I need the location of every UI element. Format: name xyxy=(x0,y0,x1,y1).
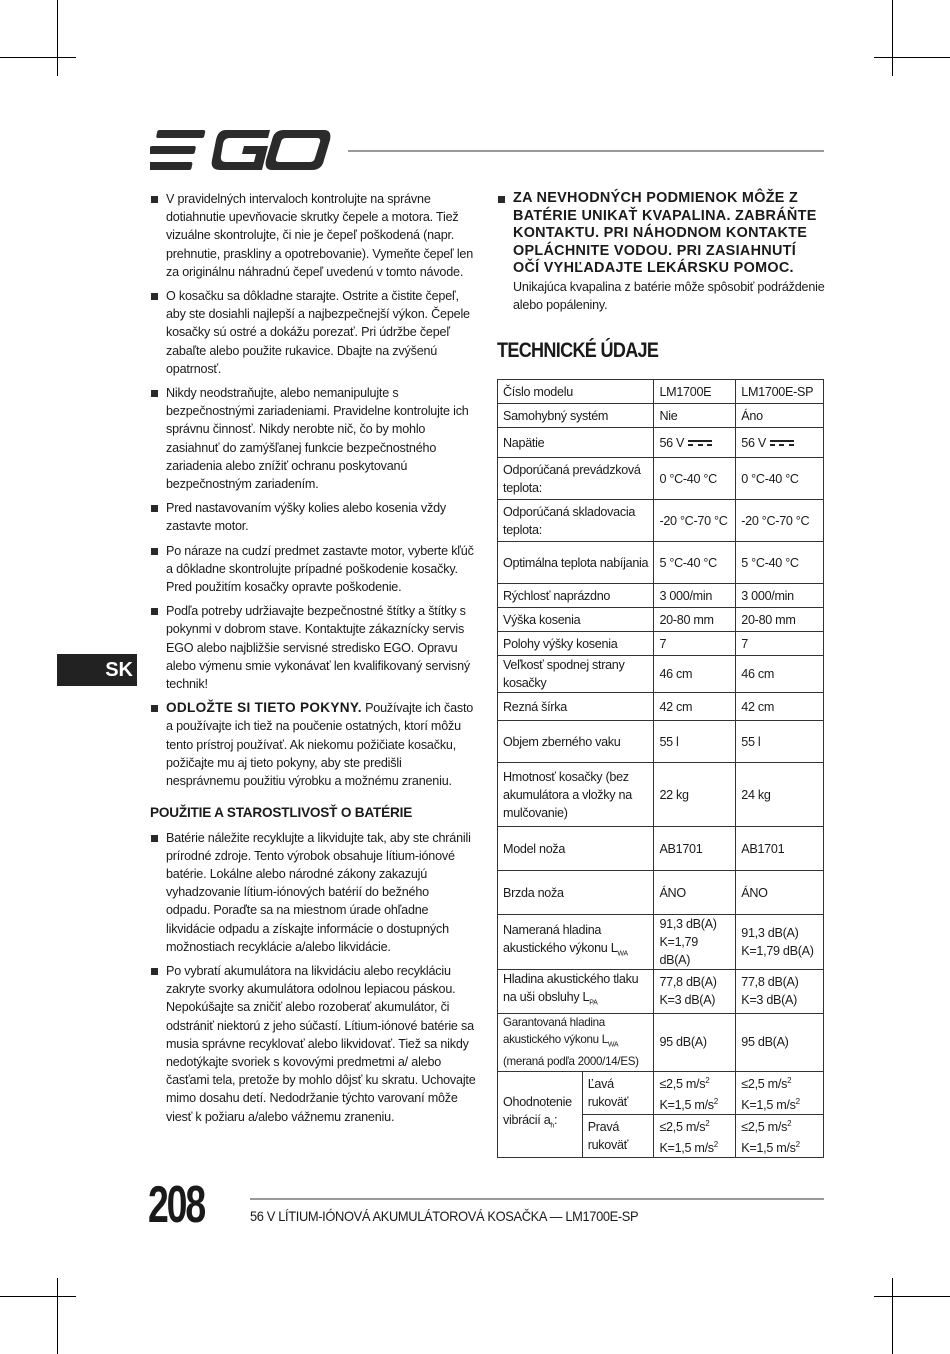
superscript: 2 xyxy=(795,1096,800,1106)
spec-label: Objem zberného vaku xyxy=(503,734,621,749)
spec-value: 0 °C-40 °C xyxy=(741,471,799,486)
table-cell xyxy=(654,915,736,970)
spec-value: LM1700E-SP xyxy=(741,384,814,399)
safety-list xyxy=(150,190,476,790)
spec-value: Nie xyxy=(659,408,678,423)
spec-value: AB1701 xyxy=(741,841,785,856)
list-item: Nikdy neodstraňujte, alebo nemanipulujte s bezpečnostnými zariadeniami. Pravidelne kontrolujte ich správnu činnosť. Nikdy nerobte nič, čo by mohlo zasiahnuť do zamýšľanej funkcie bezpečnostného zariadenia alebo znížiť ochranu poskytovanú bezpečnostným zariadením. xyxy=(150,384,476,493)
superscript: 2 xyxy=(705,1118,710,1128)
dc-symbol-icon xyxy=(770,440,794,446)
table-cell xyxy=(654,608,736,632)
spec-label: Rezná šírka xyxy=(503,699,567,714)
table-row xyxy=(498,500,824,542)
superscript: 2 xyxy=(713,1140,718,1150)
spec-value: 42 cm xyxy=(741,699,775,714)
table-cell xyxy=(498,632,654,656)
table-cell xyxy=(498,871,654,915)
table-cell xyxy=(654,542,736,584)
left-column xyxy=(150,190,476,1132)
crop-mark xyxy=(892,1278,893,1354)
table-cell xyxy=(498,915,654,970)
table-cell xyxy=(736,871,824,915)
spec-value: 77,8 dB(A) xyxy=(741,975,799,990)
subscript: h xyxy=(550,1122,554,1130)
cell-text: ≤2,5 m/s xyxy=(659,1120,706,1135)
list-item: Pred nastavovaním výšky kolies alebo kosenia vždy zastavte motor. xyxy=(150,499,476,535)
spec-value: 55 l xyxy=(741,734,761,749)
table-row xyxy=(498,404,824,428)
table-cell xyxy=(736,404,824,428)
table-cell xyxy=(736,1114,824,1157)
bullet-icon xyxy=(151,608,158,615)
spec-label: Rýchlosť naprázdno xyxy=(503,588,611,603)
header-rule xyxy=(348,150,824,152)
spec-value: -20 °C-70 °C xyxy=(659,513,728,528)
spec-value: K=1,79 dB(A) xyxy=(741,944,814,958)
spec-value: 46 cm xyxy=(741,667,775,681)
cell-text: K=1,5 m/s xyxy=(741,1097,796,1112)
spec-label: Odporúčaná skladovacia teplota: xyxy=(503,504,636,537)
superscript: 2 xyxy=(713,1096,718,1106)
specs-heading: TECHNICKÉ ÚDAJE xyxy=(497,339,659,363)
spec-value: K=3 dB(A) xyxy=(659,993,716,1008)
spec-value: 46 cm xyxy=(659,667,693,681)
spec-label: Hladina akustického tlaku na uši obsluhy L xyxy=(503,972,639,1004)
table-cell xyxy=(498,500,654,542)
spec-label: Napätie xyxy=(503,435,545,450)
crop-mark xyxy=(874,57,950,58)
table-row xyxy=(498,656,824,693)
specs-table xyxy=(497,379,824,1158)
spec-label: Ľavá rukoväť xyxy=(587,1076,629,1109)
spec-value: 3 000/min xyxy=(741,588,794,603)
spec-value: Áno xyxy=(741,408,763,423)
crop-mark xyxy=(57,0,58,76)
spec-value: 56 V xyxy=(741,435,766,450)
crop-mark xyxy=(874,1296,950,1297)
spec-value xyxy=(659,1115,730,1136)
table-row xyxy=(498,970,824,1014)
table-cell xyxy=(736,763,824,827)
spec-label: Pravá rukoväť xyxy=(587,1120,629,1153)
table-cell xyxy=(654,693,736,721)
table-cell xyxy=(654,458,736,500)
spec-label: Odporúčaná prevádzková teplota: xyxy=(503,462,641,495)
list-item: Po náraze na cudzí predmet zastavte motor, vyberte kľúč a dôkladne skontrolujte prípadné poškodenie kosačky. Pred použitím kosačky opravte poškodenie. xyxy=(150,542,476,597)
crop-mark xyxy=(0,57,76,58)
spec-value: 42 cm xyxy=(659,699,693,714)
table-row xyxy=(498,584,824,608)
table-row xyxy=(498,915,824,970)
table-cell xyxy=(498,380,654,404)
spec-label: Hmotnosť kosačky (bez akumulátora a vložky na mulčovanie) xyxy=(503,769,632,820)
table-cell xyxy=(498,656,654,693)
spec-value: ÁNO xyxy=(741,885,768,900)
spec-value: 91,3 dB(A) xyxy=(659,917,717,931)
table-cell xyxy=(736,632,824,656)
table-cell xyxy=(736,380,824,404)
spec-label: (meraná podľa 2000/14/ES) xyxy=(503,1055,639,1069)
cell-text: ≤2,5 m/s xyxy=(741,1076,788,1091)
table-cell xyxy=(498,970,654,1014)
table-cell xyxy=(654,721,736,763)
table-cell xyxy=(736,721,824,763)
spec-value: 20-80 mm xyxy=(741,612,796,627)
spec-label: Samohybný systém xyxy=(503,408,609,423)
table-cell xyxy=(498,428,654,458)
table-cell xyxy=(654,763,736,827)
bullet-icon xyxy=(151,968,158,975)
table-row xyxy=(498,428,824,458)
table-cell xyxy=(654,1114,736,1157)
table-cell xyxy=(582,1071,654,1114)
spec-label: Optimálna teplota nabíjania xyxy=(503,555,649,570)
spec-value xyxy=(741,1072,818,1093)
table-cell xyxy=(736,827,824,871)
table-cell xyxy=(736,584,824,608)
spec-value: 5 °C-40 °C xyxy=(741,555,799,570)
subscript: WA xyxy=(607,1041,619,1049)
spec-value: 91,3 dB(A) xyxy=(741,926,799,940)
table-row xyxy=(498,1071,824,1114)
table-cell xyxy=(654,1013,736,1071)
ego-logo xyxy=(150,128,332,172)
spec-value: K=3 dB(A) xyxy=(741,993,798,1008)
spec-value xyxy=(741,1115,818,1136)
spec-value xyxy=(659,1093,730,1114)
table-cell xyxy=(654,632,736,656)
footer-rule xyxy=(250,1198,824,1200)
page-number: 208 xyxy=(148,1176,204,1234)
spec-value: AB1701 xyxy=(659,841,703,856)
spec-value: 95 dB(A) xyxy=(741,1035,789,1050)
spec-value: 24 kg xyxy=(741,787,771,802)
spec-label: Polohy výšky kosenia xyxy=(503,636,618,651)
table-cell xyxy=(654,1071,736,1114)
spec-value: LM1700E xyxy=(659,384,712,399)
spec-label: Nameraná hladina akustického výkonu L xyxy=(503,922,618,955)
table-cell xyxy=(736,500,824,542)
table-cell xyxy=(736,693,824,721)
bullet-icon xyxy=(151,835,158,842)
table-row xyxy=(498,458,824,500)
spec-value: 20-80 mm xyxy=(659,612,714,627)
table-cell xyxy=(736,1071,824,1114)
spec-label: Ohodnotenie vibrácií a xyxy=(503,1095,572,1128)
spec-label: Výška kosenia xyxy=(503,612,581,627)
superscript: 2 xyxy=(705,1075,710,1085)
spec-label: Brzda noža xyxy=(503,885,564,900)
table-row xyxy=(498,721,824,763)
spec-value xyxy=(659,1136,730,1157)
battery-warning: ZA NEVHODNÝCH PODMIENOK MÔŽE Z BATÉRIE UNIKAŤ KVAPALINA. ZABRÁŇTE KONTAKTU. PRI NÁHODNOM KONTAKTE OPLÁCHNITE VODOU. PRI ZASIAHNUTÍ OČÍ VYHĽADAJTE LEKÁRSKU POMOC. xyxy=(513,190,817,277)
bullet-icon xyxy=(498,196,505,203)
cell-text: K=1,5 m/s xyxy=(659,1141,714,1156)
spec-value: 0 °C-40 °C xyxy=(659,471,717,486)
list-item: Po vybratí akumulátora na likvidáciu alebo recykláciu zakryte svorky akumulátora odolnou lepiacou páskou. Nepokúšajte sa zničiť alebo rozoberať akumulátor, či odstrániť niektorú z jeho súčastí. Lítium-iónové batérie sa musia správne recyklovať alebo likvidovať. Tiež sa nikdy nedotýkajte svoriek s kovovými predmetmi a/ alebo časťami tela, pretože by mohlo dôjsť ku skratu. Uchovajte mimo dosahu detí. Nedodržanie týchto varovaní môže viesť k požiaru a/alebo vážnemu zraneniu. xyxy=(150,962,476,1126)
list-item: ZA NEVHODNÝCH PODMIENOK MÔŽE Z BATÉRIE UNIKAŤ KVAPALINA. ZABRÁŇTE KONTAKTU. PRI NÁHODNOM KONTAKTE OPLÁCHNITE VODOU. PRI ZASIAHNUTÍ OČÍ VYHĽADAJTE LEKÁRSKU POMOC. Unikajúca kvapalina z batérie môže spôsobiť podráždenie alebo popáleniny. xyxy=(497,190,825,314)
table-row xyxy=(498,632,824,656)
subscript: PA xyxy=(589,999,598,1007)
spec-value xyxy=(741,1136,818,1157)
table-cell xyxy=(654,428,736,458)
table-cell xyxy=(654,827,736,871)
spec-label: : xyxy=(554,1113,558,1128)
list-item: V pravidelných intervaloch kontrolujte na správne dotiahnutie upevňovacie skrutky čepele a motora. Tiež vizuálne skontrolujte, či nie je čepeľ poškodená (napr. prehnutie, praskliny a opotrebovanie). Vymeňte čepeľ len za originálnu náhradnú čepeľ uvedenú v tomto návode. xyxy=(150,190,476,281)
table-cell xyxy=(654,871,736,915)
battery-heading: POUŽITIE A STAROSTLIVOSŤ O BATÉRIE xyxy=(150,805,413,821)
list-item: Batérie náležite recyklujte a likvidujte tak, aby ste chránili prírodné zdroje. Tento výrobok obsahuje lítium-iónové batérie. Lokálne alebo národné zákony zakazujú vyhadzovanie lítium-iónových batérií do bežného odpadu. Poraďte sa na miestnom úrade ohľadne likvidácie odpadu a získajte informácie o dostupných možnostiach recyklácie a/alebo likvidácie. xyxy=(150,829,476,956)
table-row xyxy=(498,871,824,915)
cell-text: K=1,5 m/s xyxy=(659,1097,714,1112)
table-cell xyxy=(498,584,654,608)
spec-value: 22 kg xyxy=(659,787,689,802)
spec-value: 7 xyxy=(659,636,667,651)
table-cell xyxy=(736,970,824,1014)
table-cell xyxy=(498,827,654,871)
bullet-icon xyxy=(151,705,158,712)
table-cell xyxy=(736,608,824,632)
bullet-icon xyxy=(151,390,158,397)
right-column xyxy=(497,190,825,361)
table-row xyxy=(498,608,824,632)
warning-list xyxy=(497,190,825,314)
table-row xyxy=(498,827,824,871)
table-cell xyxy=(582,1114,654,1157)
table-cell xyxy=(498,763,654,827)
table-cell xyxy=(736,428,824,458)
spec-value: 3 000/min xyxy=(659,588,713,603)
list-item: ODLOŽTE SI TIETO POKYNY. Používajte ich často a používajte ich tiež na poučenie ostatných, ktorí môžu tento prístroj používať. Ak niekomu požičiate kosačku, požičajte mu aj tieto pokyny, aby ste predišli nesprávnemu použitiu výrobku a možnému zraneniu. xyxy=(150,699,476,790)
spec-value: 95 dB(A) xyxy=(659,1035,707,1050)
spec-label: Číslo modelu xyxy=(503,384,573,399)
table-cell xyxy=(736,458,824,500)
spec-value: -20 °C-70 °C xyxy=(741,513,810,528)
table-cell xyxy=(498,1013,654,1071)
spec-label: Model noža xyxy=(503,841,566,856)
crop-mark xyxy=(57,1278,58,1354)
table-cell xyxy=(736,656,824,693)
battery-list xyxy=(150,829,476,1126)
list-item: O kosačku sa dôkladne starajte. Ostrite a čistite čepeľ, aby ste dosiahli najlepší a najbezpečnejší výkon. Čepele kosačky sú ostré a dokážu porezať. Pri údržbe čepeľ zabaľte alebo použite rukavice. Dbajte na zvýšenú opatrnosť. xyxy=(150,287,476,378)
table-cell xyxy=(498,608,654,632)
bullet-icon xyxy=(151,548,158,555)
language-tab: SK xyxy=(57,654,137,686)
table-cell xyxy=(498,404,654,428)
table-cell xyxy=(498,721,654,763)
superscript: 2 xyxy=(787,1118,792,1128)
spec-label: Veľkosť spodnej strany kosačky xyxy=(503,658,625,690)
spec-value: 7 xyxy=(741,636,748,651)
table-cell xyxy=(654,656,736,693)
cell-text: ≤2,5 m/s xyxy=(741,1120,788,1135)
table-cell xyxy=(654,380,736,404)
table-cell xyxy=(736,542,824,584)
table-row xyxy=(498,1013,824,1071)
bullet-icon xyxy=(151,505,158,512)
spec-value: 77,8 dB(A) xyxy=(659,975,717,990)
table-cell xyxy=(654,970,736,1014)
footer-title: 56 V LÍTIUM-IÓNOVÁ AKUMULÁTOROVÁ KOSAČKA — LM1700E-SP xyxy=(250,1208,639,1224)
table-cell xyxy=(654,404,736,428)
spec-value: ÁNO xyxy=(659,885,686,900)
spec-value: K=1,79 dB(A) xyxy=(659,935,698,967)
crop-mark xyxy=(892,0,893,76)
table-cell xyxy=(736,1013,824,1071)
spec-value: 55 l xyxy=(659,734,679,749)
spec-value: 56 V xyxy=(659,435,685,450)
spec-value: 5 °C-40 °C xyxy=(659,555,717,570)
cell-text: ≤2,5 m/s xyxy=(659,1076,706,1091)
dc-symbol-icon xyxy=(688,440,712,446)
bullet-icon xyxy=(151,196,158,203)
spec-value xyxy=(741,1093,818,1114)
table-cell xyxy=(498,458,654,500)
crop-mark xyxy=(0,1296,76,1297)
bullet-icon xyxy=(151,293,158,300)
list-item: Podľa potreby udržiavajte bezpečnostné štítky a štítky s pokynmi v dobrom stave. Kontaktujte zákaznícky servis EGO alebo najbližšie servisné stredisko EGO. Opravu alebo výmenu smie vykonávať len kvalifikovaný servisný technik! xyxy=(150,602,476,693)
spec-value xyxy=(659,1072,730,1093)
table-row xyxy=(498,380,824,404)
table-cell xyxy=(498,542,654,584)
table-row xyxy=(498,542,824,584)
table-cell xyxy=(736,915,824,970)
superscript: 2 xyxy=(795,1140,800,1150)
spec-label: Garantovaná hladina akustického výkonu L xyxy=(503,1015,608,1046)
table-cell xyxy=(654,500,736,542)
superscript: 2 xyxy=(787,1075,792,1085)
table-row xyxy=(498,693,824,721)
table-row xyxy=(498,763,824,827)
table-cell xyxy=(498,693,654,721)
table-cell xyxy=(654,584,736,608)
cell-text: K=1,5 m/s xyxy=(741,1141,796,1156)
table-cell xyxy=(498,1071,583,1158)
subscript: WA xyxy=(617,950,628,958)
